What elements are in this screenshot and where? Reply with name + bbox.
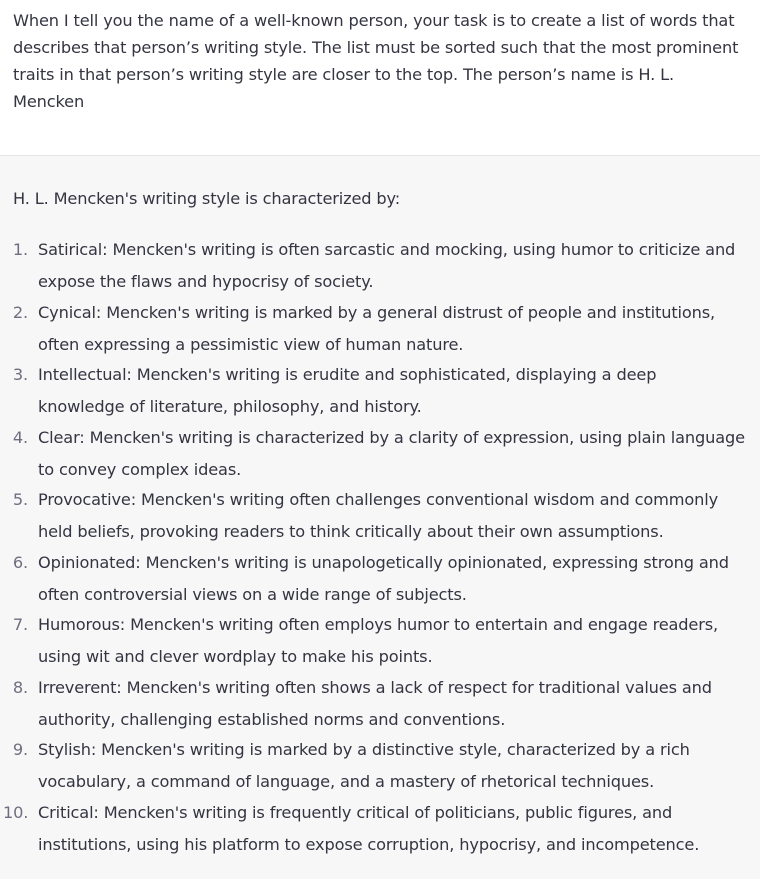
trait-list	[3, 234, 747, 861]
assistant-message	[0, 156, 760, 879]
list-item	[13, 359, 747, 423]
list-item	[13, 609, 747, 673]
list-item-text: Stylish: Mencken's writing is marked by a distinctive style, characterized by a rich vocabulary, a command of language, and a mastery of rhetorical techniques.	[38, 740, 690, 791]
list-item-number: 8.	[12, 677, 28, 697]
list-item-text: Opinionated: Mencken's writing is unapologetically opinionated, expressing strong and often controversial views on a wide range of subjects.	[38, 552, 729, 604]
list-item-text: Critical: Mencken's writing is frequently critical of politicians, public figures, and institutions, using his platform to expose corruption, hypocrisy, and incompetence.	[38, 802, 700, 854]
list-item-text: Cynical: Mencken's writing is marked by a general distrust of people and institutions, often expressing a pessimistic view of human nature.	[38, 302, 716, 354]
user-message	[0, 0, 760, 156]
list-item	[13, 484, 747, 548]
assistant-intro: H. L. Mencken's writing style is characterized by:	[13, 189, 401, 208]
list-item-text: Satirical: Mencken's writing is often sarcastic and mocking, using humor to criticize and expose the flaws and hypocrisy of society.	[38, 240, 736, 291]
list-item-text: Irreverent: Mencken's writing often shows a lack of respect for traditional values and authority, challenging established norms and conventions.	[38, 677, 712, 729]
user-message-text: When I tell you the name of a well-known person, your task is to create a list of words that describes that person’s writing style. The list must be sorted such that the most prominent traits in that person’s writing style are closer to the top. The person’s name is H. L. Mencken	[13, 11, 739, 111]
list-item-text: Humorous: Mencken's writing often employs humor to entertain and engage readers, using wit and clever wordplay to make his points.	[38, 615, 719, 666]
list-item	[13, 422, 747, 486]
list-item-number: 6.	[12, 552, 28, 572]
list-item-number: 4.	[12, 427, 28, 447]
list-item-number: 5.	[12, 490, 28, 509]
list-item-number: 1.	[12, 240, 28, 259]
list-item-number: 3.	[12, 365, 28, 384]
list-item-number: 2.	[12, 302, 28, 322]
list-item	[13, 297, 747, 361]
list-item-number: 7.	[12, 615, 28, 634]
list-item	[13, 672, 747, 736]
list-item-text: Intellectual: Mencken's writing is erudite and sophisticated, displaying a deep knowledge of literature, philosophy, and history.	[38, 365, 657, 416]
list-item-text: Clear: Mencken's writing is characterized by a clarity of expression, using plain language to convey complex ideas.	[38, 427, 745, 479]
list-item-text: Provocative: Mencken's writing often challenges conventional wisdom and commonly held beliefs, provoking readers to think critically about their own assumptions.	[38, 490, 719, 541]
list-item	[13, 734, 747, 798]
list-item	[3, 797, 747, 861]
list-item-number: 9.	[12, 740, 28, 759]
list-item	[13, 234, 747, 298]
list-item	[13, 547, 747, 611]
list-item-number: 10.	[3, 802, 29, 822]
